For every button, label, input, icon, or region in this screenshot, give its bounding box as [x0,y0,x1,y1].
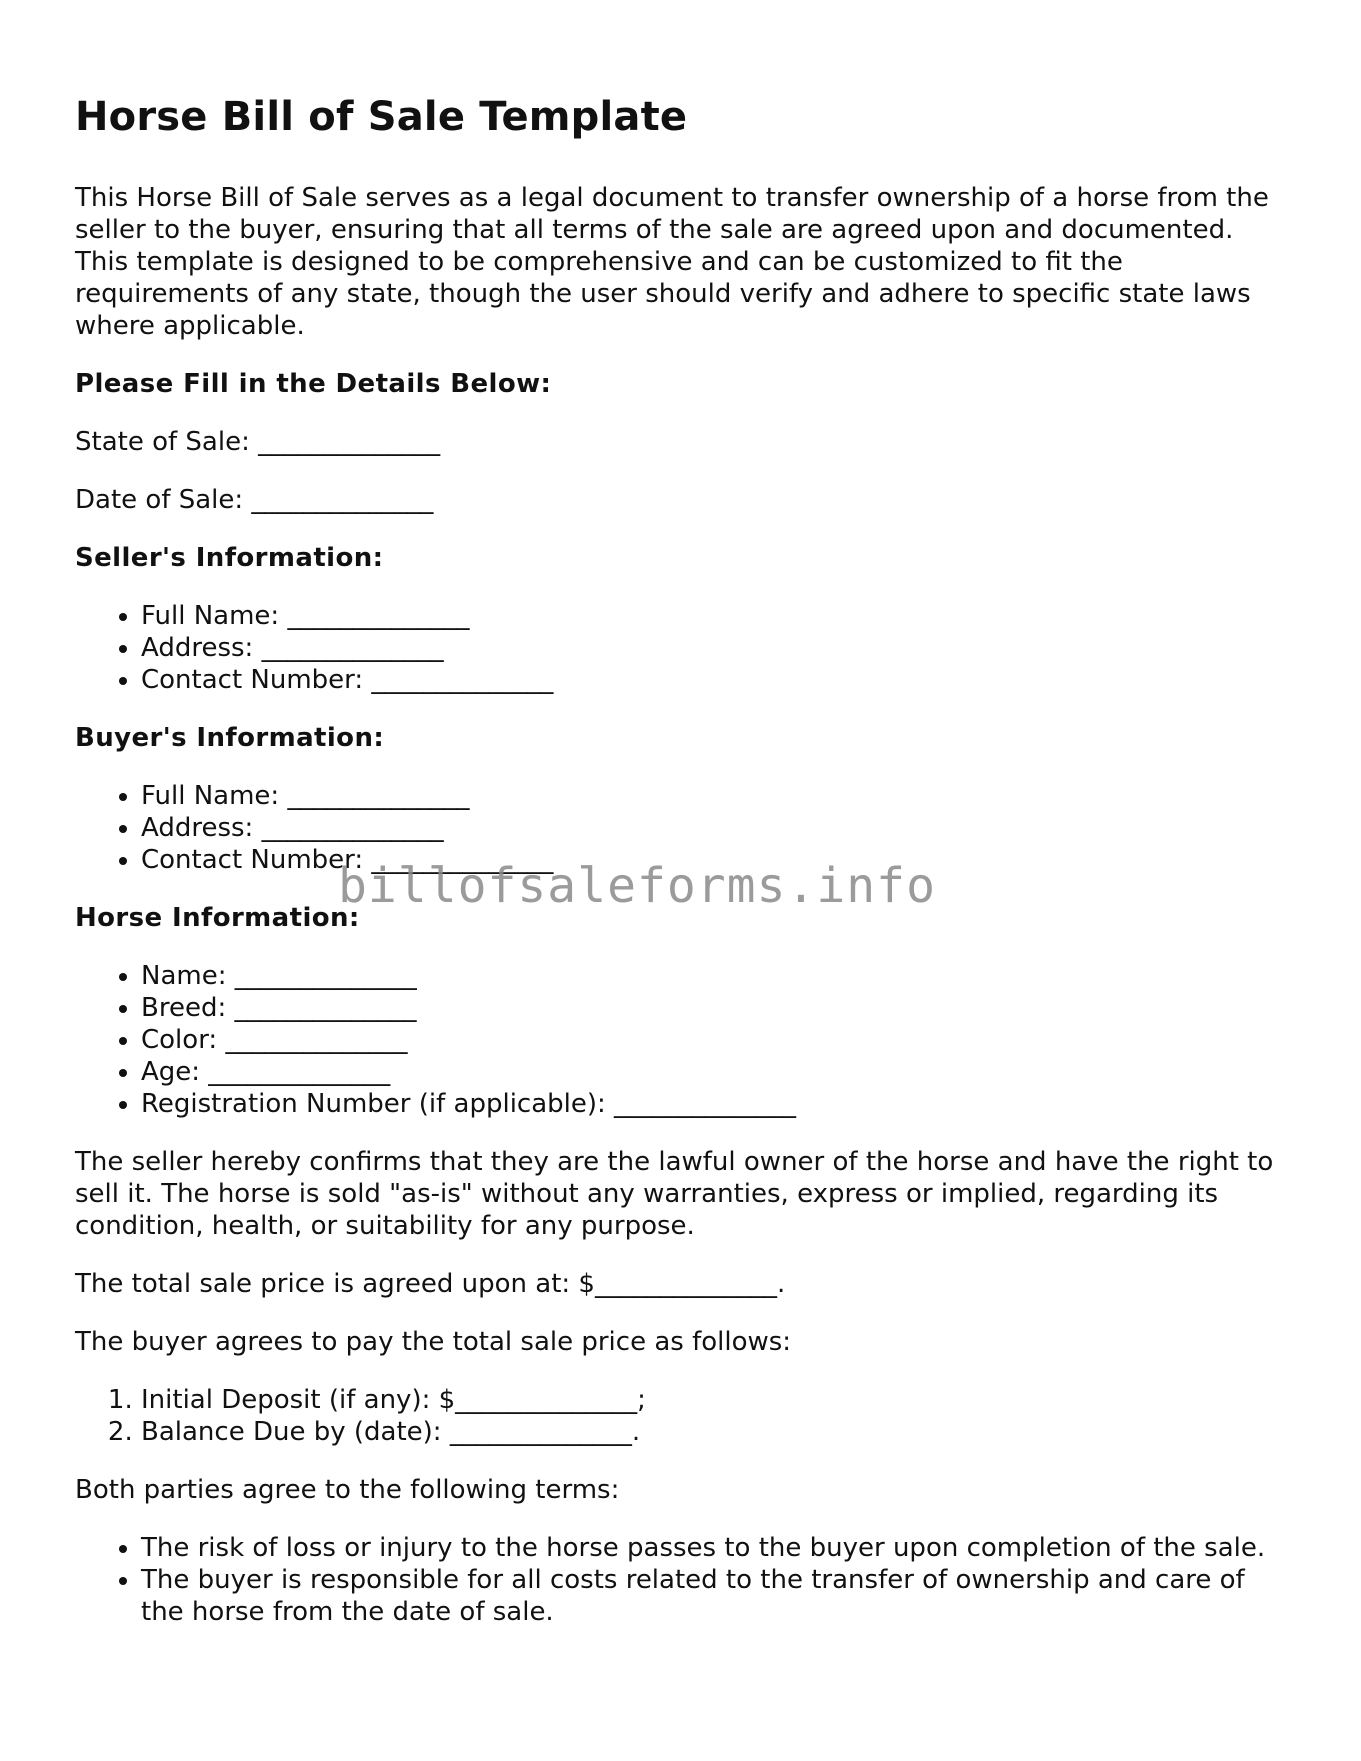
total-sale-price-field: The total sale price is agreed upon at: $______________. [75,1269,786,1299]
intro-paragraph: This Horse Bill of Sale serves as a legal document to transfer ownership of a horse from the seller to the buyer, ensuring that all terms of the sale are agreed upon and documented. This template is designed to be comprehensive and can be customized to fit the requirements of any state, though the user should verify and adhere to specific state laws where applicable. [75,183,1269,341]
buyer-info-heading: Buyer's Information: [75,723,385,753]
buyer-address-field: • Address: ______________ [141,812,1290,844]
horse-registration-number-field: • Registration Number (if applicable): ______________ [141,1088,1290,1120]
ownership-confirmation-paragraph: The seller hereby confirms that they are the lawful owner of the horse and have the right to sell it. The horse is sold "as-is" without any warranties, express or implied, regarding its condition, health, or suitability for any purpose. [75,1147,1274,1241]
initial-deposit-field: 1. Initial Deposit (if any): $______________; [141,1384,1290,1416]
document-title: Horse Bill of Sale Template [75,94,688,140]
horse-name-field: • Name: ______________ [141,960,1290,992]
seller-address-field: • Address: ______________ [141,632,1290,664]
horse-color-field: • Color: ______________ [141,1024,1290,1056]
agreement-terms-list [75,1532,1290,1628]
fill-details-heading: Please Fill in the Details Below: [75,369,552,399]
document-page [75,86,1290,1628]
terms-intro: Both parties agree to the following terms: [75,1475,620,1505]
horse-info-heading: Horse Information: [75,903,360,933]
horse-age-field: • Age: ______________ [141,1056,1290,1088]
seller-info-list [75,600,1290,696]
buyer-costs-term: • The buyer is responsible for all costs related to the transfer of ownership and care of the horse from the date of sale. [141,1564,1290,1628]
state-of-sale-field: State of Sale: ______________ [75,427,441,457]
seller-full-name-field: • Full Name: ______________ [141,600,1290,632]
seller-info-heading: Seller's Information: [75,543,384,573]
buyer-full-name-field: • Full Name: ______________ [141,780,1290,812]
risk-of-loss-term: • The risk of loss or injury to the horse passes to the buyer upon completion of the sale. [141,1532,1290,1564]
balance-due-field: 2. Balance Due by (date): ______________. [141,1416,1290,1448]
date-of-sale-field: Date of Sale: ______________ [75,485,434,515]
payment-intro: The buyer agrees to pay the total sale price as follows: [75,1327,792,1357]
watermark-text: billofsaleforms.info [338,858,936,914]
payment-terms-list [75,1384,1290,1448]
horse-info-list [75,960,1290,1120]
horse-breed-field: • Breed: ______________ [141,992,1290,1024]
buyer-contact-number-field: • Contact Number: ______________ [141,844,1290,876]
seller-contact-number-field: • Contact Number: ______________ [141,664,1290,696]
